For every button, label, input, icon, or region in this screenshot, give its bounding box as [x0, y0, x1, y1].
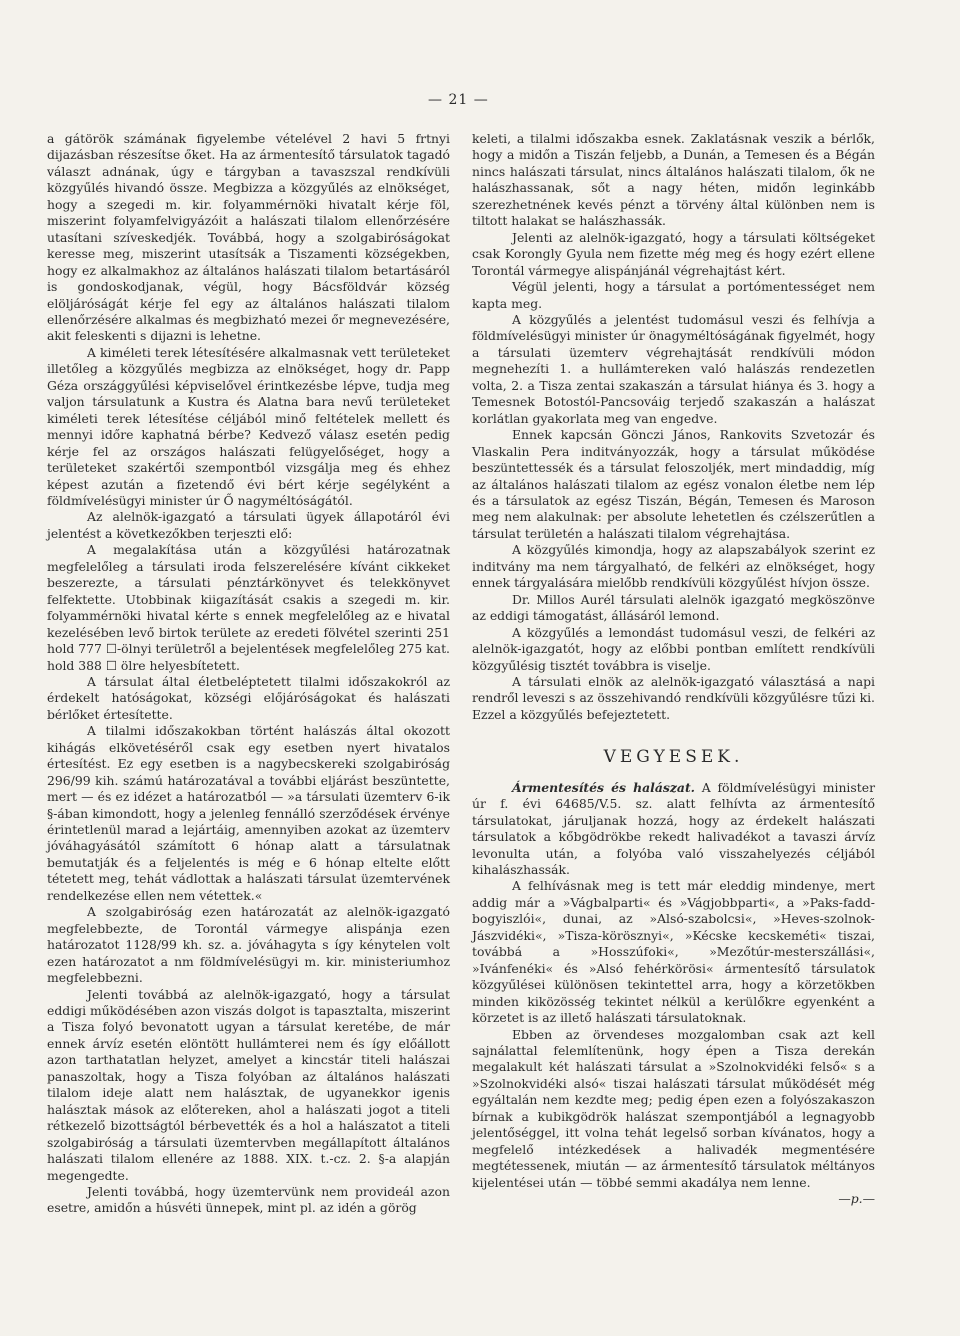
paragraph: Dr. Millos Aurél társulati alelnök igazgató megköszönve az eddigi támogatást, állásáról lemond.: [472, 591, 875, 624]
section-title: VEGYESEK.: [603, 747, 744, 768]
paragraph: keleti, a tilalmi időszakba esnek. Zaklatásnak veszik a bérlők, hogy a midőn a Tiszán feljebb, a Dunán, a Temesen és a Bégán nincs halászati társulat, nincs általános halászati tilalom, ők ne halászhassanak, sőt a nagy héten, midőn leginkább szerezhetnének kevés pénzt a törvény által különben nem is tiltott halakat se halászhassák.: [472, 131, 875, 229]
paragraph: Végül jelenti, hogy a társulat a portómentességet nem kapta meg.: [472, 279, 875, 311]
paragraph: Ennek kapcsán Gönczi János, Rankovits Szvetozár és Vlaskalin Pera inditványozzák, hogy a társulat működése beszüntettessék és a társulat feloszoljék, mert mindaddig, míg az általános halászati tilalom az egész vonalon életbe nem lép és a társulatok az egész Tiszán, Bégán, Temesen és Maroson meg nem alakulnak: per absolute lehetetlen és czélszerűtlen a társulat területén a halászati tilalom végrehajtása.: [472, 427, 875, 541]
paragraph: A megalakítása után a közgyűlési határozatnak megfelelőleg a társulati iroda felszerelésére kívánt cikkeket beszerezte, a társulati pénztárkönyvet és telekkönyvet felfektette. Utobbinak kiigazítását csakis a szegedi m. kir. folyammérnöki hivatal kérte s ennek megfelelőleg az e hivatal kezelésében levő birtok területe az eredeti fölvétel szerinti 251 hold 777 ☐-ölnyi területről a bejelentések megfelelőleg 275 kat. hold 388 ☐ ölre helyesbítetett.: [47, 542, 450, 673]
paragraph: A társulat által életbeléptetett tilalmi időszakokról az érdekelt hatóságokat, községi előjáróságokat és halászati bérlőket értesítette.: [47, 673, 450, 722]
signature: —p.—: [838, 1191, 875, 1207]
paragraph: a gátörök számának figyelembe vételével 2 havi 5 frtnyi dijazásban részesítse őket. Ha az ármentesítő társulatok tagadó választ adnának, úgy e tárgyban a tavaszszal rendkívüli közgyűlés hivandó össze. Megbizza a közgyűlés az elnökséget, hogy a szegedi m. kir. folyammérnöki hivatalt kérje föl, miszerint folyamfelvigyázóit a halászati tilalom ellenőrzésére utasítani szíveskedjék. Továbbá, hogy a szolgabiróságokat keresse meg, miszerint utasítsák a Tiszamenti községekben, hogy ez alkalmakhoz az általános halászati tilalom betartásáról is gondoskodjanak, végül, hogy Bácsföldvár község elöljáróságát kérje fel egy az általános halászati tilalom ellenőrzésére alkalmas és megbizható mezei őr megnevezésére, akit feleskenti s dijazni is lehetne.: [47, 131, 450, 344]
subhead: Ármentesítés és halászat.: [512, 779, 695, 795]
paragraph: A közgyűlés a jelentést tudomásul veszi és felhívja a földmívelésügyi minister úr önagyméltóságának figyelmét, hogy a társulati üzemterv végrehajtását rendkívüli módon megnehezíti 1. a hullámtereken való halászás rendezetlen volta, 2. a Tisza zentai szakaszán a társulat hiánya és 3. hogy a Temesnek Botostól-Pancsováig terjedő szakaszán a halászat korlátlan gyakorlata meg van engedve.: [472, 311, 875, 426]
page-number: — 21 —: [428, 92, 489, 108]
paragraph: Jelenti az alelnök-igazgató, hogy a társulati költségeket csak Korongly Gyula nem fizette még meg és hogy ezért ellene Torontál vármegye alispánjánál végrehajtást kért.: [472, 229, 875, 278]
left-column: [47, 131, 450, 1217]
paragraph: Jelenti továbbá, hogy üzemtervünk nem provideál azon esetre, amidőn a húsvéti ünnepek, mint pl. az idén a görög: [47, 1184, 450, 1216]
paragraph: A szolgabiróság ezen határozatát az alelnök-igazgató megfelebbezte, de Torontál vármegye alispánja ezen határozatot 1128/99 kh. sz. a. jóváhagyta s így kénytelen volt ezen határozatot a nm földmívelésügyi m. kir. ministeriumhoz megfelebbezni.: [47, 904, 450, 986]
paragraph: Jelenti továbbá az alelnök-igazgató, hogy a társulat eddigi működésében azon viszás dolgot is tapasztalta, miszerint a Tisza folyó bevonatott ugyan a társulat keretébe, de már ennek árvíz esetén elöntött hullámterei nem és így előállott azon tarthatatlan helyzet, amelyet a kincstár titeli halászai panaszoltak, hogy a Tisza folyóban az általános halászati tilalom ideje alatt nem halásztak, de ugyanekkor igenis halásztak mások az előtereken, ahol a halászati jogot a titeli rétkezelő bizottságtól bérbevették és a hol a halászatot a titeli szolgabiróság a társulati üzemtervben megállapított általános halászati tilalom ellenére az 1888. XIX. t.-cz. 2. §-a alapján megengedte.: [47, 986, 450, 1183]
paragraph: Ebben az örvendeses mozgalomban csak azt kell sajnálattal felemlítenünk, hogy épen a Tisza derekán megalakult két halászati társulat a »Szolnokvidéki felső« s a »Szolnokvidéki alsó« tiszai halászati társulat működését még egyáltalán nem kezdte meg; pedig épen ezen a folyószakaszon bírnak a kubikgödrök halászat szempontjából a legnagyobb jelentőséggel, itt volna tehát legelső sorban kívánatos, hogy a megfelelő intézkedések a halivadék megmentésére megtétessenek, miután — az ármentesítő társulatok méltányos kijelentései után — többé semmi akadálya nem lenne.: [472, 1026, 875, 1190]
paragraph: A közgyűlés kimondja, hogy az alapszabályok szerint ez inditvány ma nem tárgyalható, de felkéri az elnökséget, hogy ennek tárgyalására mielőbb rendkívüli közgyűlést hívjon össze.: [472, 542, 875, 591]
paragraph: A kiméleti terek létesítésére alkalmasnak vett területeket illetőleg a közgyűlés megbizza az elnökséget, hogy dr. Papp Géza országgyűlési képviselővel érintkezésbe lépve, tudja meg valjon társulatunk a Kustra és Alatna bara nevű területeket kiméleti terek létesítése céljából minő feltételek mellett és mennyi időre kaphatná bérbe? Kedvező válasz esetén pedig kérje fel az országos halászati felügyelőséget, hogy a területeket szakértői szempontból vizsgálja meg és ehhez képest azután a fizetendő évi bért kérje segélyként a földmívelésügyi minister úr Ő nagyméltóságától.: [47, 344, 450, 508]
paragraph: A közgyűlés a lemondást tudomásul veszi, de felkéri az alelnök-igazgatót, hogy az előbbi pontban említett rendkívüli közgyűlésig tisztét továbbra is viselje.: [472, 624, 875, 673]
paragraph: A társulati elnök az alelnök-igazgató választásá a napi rendről leveszi s az összehivandó rendkívüli közgyűlésre tűzi ki. Ezzel a közgyűlés befejeztetett.: [472, 673, 875, 722]
right-column: [472, 131, 875, 1208]
subhead-text: A földmívelésügyi minister úr f. évi 64685/V.5. sz. alatt felhívta az ármentesítő társulatokat, járuljanak hozzá, hogy az érdekelt halászati társulatok a kőbgödrökbe rekedt halivadékot a tavaszi árvíz levonulta után, a folyóba való visszahelyezés céljából kihalászhassák.: [472, 779, 875, 878]
paragraph: A felhívásnak meg is tett már eleddig mindenye, mert addig már a »Vágbalparti« és »Vágjobbparti«, a »Paks-fadd-bogyiszlói«, dunai, az »Alsó-szabolcsi«, »Heves-szolnok-Jászvidéki«, »Tisza-körösznyi«, »Kécske kecskeméti« tiszai, továbbá a »Hosszúfoki«, »Mezőtúr-mesterszállási«, »Ivánfenéki« és »Alsó fehérkörösi« ármentesítő társulatok közgyűlései különösen tekintettel arra, hogy a körzetökben minden kiközösség tekintet nélkül a kerülőkre egyenként a körzetet is az illető halászati társulatoknak.: [472, 878, 875, 1026]
subhead-paragraph: [472, 780, 875, 879]
paragraph: A tilalmi időszakokban történt halászás által okozott kihágás elkövetéséről csak egy esetben nyert hivatalos értesítést. Ez egy esetben is a nagybecskereki szolgabiróság 296/99 kih. számú határozatával a további eljárást beszüntette, mert — és ez idézet a határozatból — »a társulati üzemterv 6-ik §-ában kimondott, hogy a jelenleg fennálló szerződések érvénye érintetlenül marad a lejártáig, amennyiben azokat az üzemterv jóváhagyásától számított 6 hónap alatt a társulatnak bemutatják és a feljelentés is még e 6 hónap eltelte előtt tétetett meg, tehát vádlottak a halászati társulat üzemtervének rendelkezése ellen nem vétettek.«: [47, 723, 450, 903]
paragraph: Az alelnök-igazgató a társulati ügyek állapotáról évi jelentést a következőkben terjeszti elő:: [47, 509, 450, 541]
